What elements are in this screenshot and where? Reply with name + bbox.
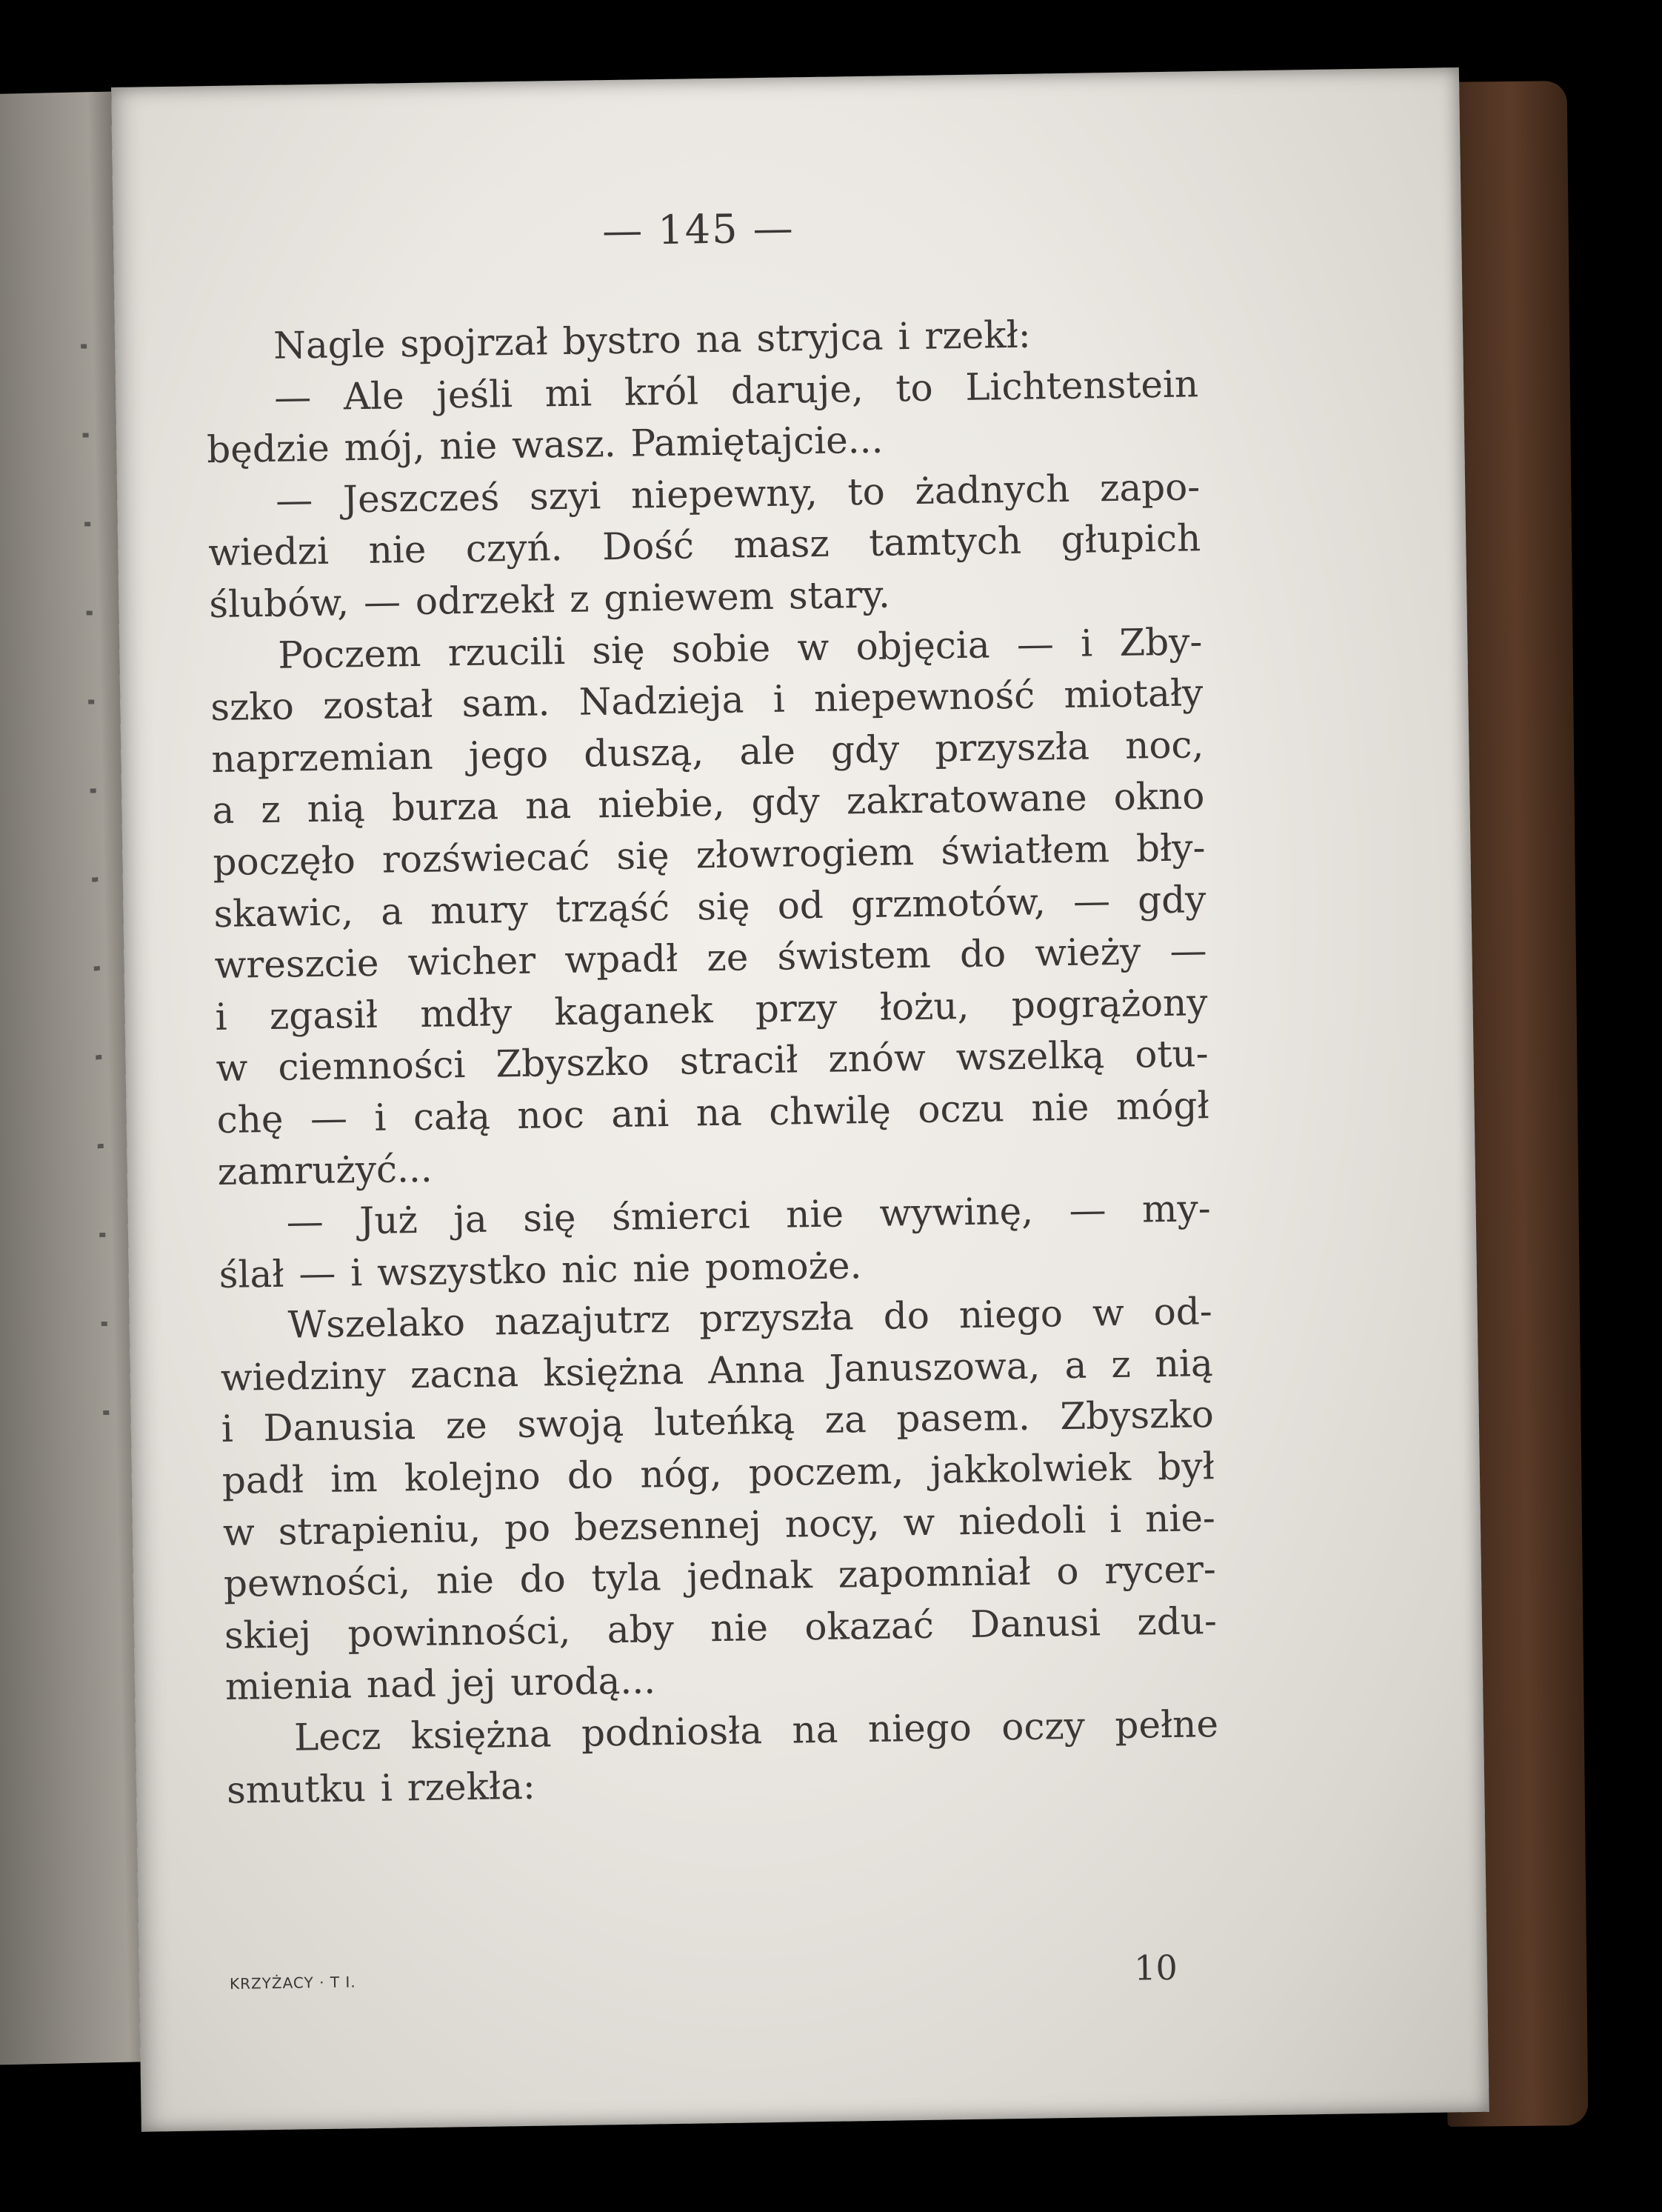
text-line: — Jeszcześ szyi niepewny, to żadnych zapo-: [275, 465, 1201, 522]
body-text: [205, 307, 1220, 1816]
text-line: — Już ja się śmierci nie wywinę, — my-: [286, 1187, 1212, 1244]
text-line: zamrużyć...: [217, 1147, 433, 1193]
text-line: Nagle spojrzał bystro na stryjca i rzekł:: [273, 313, 1031, 367]
text-line: Poczem rzucili się sobie w objęcia — i Zby-: [277, 619, 1203, 677]
text-line: w ciemności Zbyszko stracił znów wszelką otu-: [216, 1032, 1209, 1090]
text-line: w strapieniu, po bezsennej nocy, w niedoli i nie-: [222, 1496, 1216, 1554]
text-line: pewności, nie do tyla jednak zapomniał o rycer-: [223, 1548, 1217, 1606]
text-line: wiedziny zacna księżna Anna Januszowa, a z nią: [220, 1341, 1214, 1399]
text-line: chę — i całą noc ani na chwilę oczu nie mógł: [216, 1084, 1209, 1142]
text-line: szko został sam. Nadzieja i niepewność miotały: [210, 671, 1204, 730]
text-line: wiedzi nie czyń. Dość masz tamtych głupich: [207, 516, 1201, 575]
text-line: poczęło rozświecać się złowrogiem światłem bły-: [213, 826, 1206, 885]
signature-number: 10: [1133, 1947, 1178, 1988]
text-line: skiej powinności, aby nie okazać Danusi zdu-: [224, 1599, 1218, 1657]
text-line: ślubów, — odrzekł z gniewem stary.: [208, 573, 891, 627]
bleed-through-marks: [81, 344, 110, 1455]
text-line: ślał — i wszystko nic nie pomoże.: [218, 1243, 862, 1296]
text-line: będzie mój, nie wasz. Pamiętajcie...: [206, 418, 884, 472]
text-line: i zgasił mdły kaganek przy łożu, pogrążony: [215, 980, 1208, 1039]
text-line: — Ale jeśli mi król daruje, to Lichtenstein: [273, 362, 1199, 419]
page-footer: [230, 1947, 1223, 2006]
text-line: i Danusia ze swoją luteńką za pasem. Zbyszko: [221, 1393, 1215, 1451]
signature-mark: KRZYŻACY · T I.: [229, 1973, 356, 1993]
text-line: naprzemian jego duszą, ale gdy przyszła noc,: [211, 722, 1204, 781]
page-header: — 145 —: [601, 204, 795, 255]
book-page: [111, 67, 1489, 2132]
text-line: mienia nad jej urodą...: [224, 1659, 656, 1709]
text-line: smutku i rzekła:: [226, 1764, 536, 1812]
text-line: wreszcie wicher wpadł ze świstem do wieży —: [214, 929, 1207, 987]
text-line: a z nią burza na niebie, gdy zakratowane okno: [212, 774, 1205, 833]
text-line: Wszelako nazajutrz przyszła do niego w od-: [287, 1290, 1213, 1347]
text-line: skawic, a mury trząść się od grzmotów, — gdy: [213, 877, 1207, 936]
text-line: padł im kolejno do nóg, poczem, jakkolwiek był: [221, 1445, 1215, 1503]
text-line: Lecz księżna podniosła na niego oczy pełne: [293, 1702, 1219, 1759]
